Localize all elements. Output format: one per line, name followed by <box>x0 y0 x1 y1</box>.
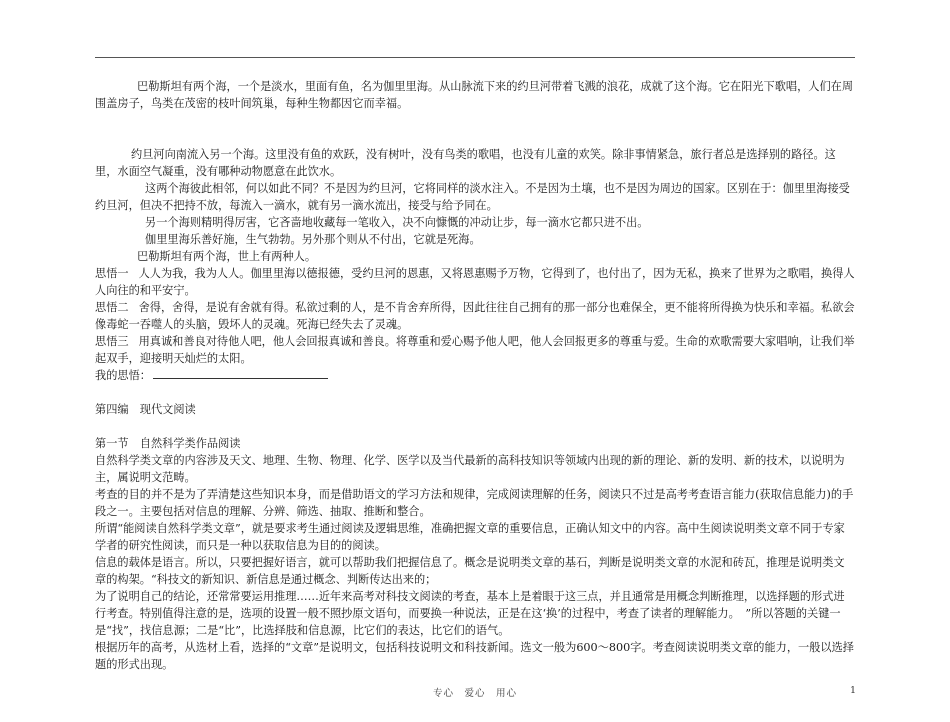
part-title: 第四编 现代文阅读 <box>95 403 196 416</box>
section-paragraph: 自然科学类文章的内容涉及天文、地理、生物、物理、化学、医学以及当代最新的高科技知识等领域内出现的新的理论、新的发明、新的技术，以说明为主，属说明文范畴。 <box>95 454 845 484</box>
paragraph-galilee: 巴勒斯坦有两个海，一个是淡水，里面有鱼，名为伽里里海。从山脉流下来的约旦河带着飞溅的浪花，成就了这个海。它在阳光下歌唱，人们在周围盖房子，鸟类在茂密的枝叶间筑巢，每种生物都因它而幸福。 <box>95 80 854 110</box>
paragraph-difference: 这两个海彼此相邻，何以如此不同？不是因为约旦河，它将同样的淡水注入。不是因为土壤，也不是因为周边的国家。区别在于：伽里里海接受约旦河，但决不把持不放，每流入一滴水，就有另一滴水流出，接受与给予同在。 <box>95 182 850 212</box>
spacer <box>95 418 855 435</box>
spacer <box>95 384 855 401</box>
reflection-label: 思悟一 <box>95 267 129 280</box>
section-paragraph: 信息的载体是语言。所以，只要把握好语言，就可以帮助我们把握信息了。概念是说明类文章的基石，判断是说明类文章的水泥和砖瓦，推理是说明类文章的构架。“科技文的新知识、新信息是通过概念、判断传达出来的； <box>95 556 845 586</box>
reflection-three <box>95 333 855 367</box>
section-paragraph: 所谓“能阅读自然科学类文章”，就是要求考生通过阅读及逻辑思维，准确把握文章的重要信息，正确认知文中的内容。高中生阅读说明类文章不同于专家学者的研究性阅读，而只是一种以获取信息为目的的阅读。 <box>95 522 845 552</box>
reflection-one <box>95 265 855 299</box>
reflection-text: 用真诚和善良对待他人吧，他人会回报真诚和善良。将尊重和爱心赐予他人吧，他人会回报更多的尊重与爱。生命的欢歌需要大家唱响，让我们举起双手，迎接明天灿烂的太阳。 <box>95 335 855 365</box>
my-thoughts-line <box>95 367 855 384</box>
header-rule <box>95 57 855 58</box>
reflection-text: 人人为我，我为人人。伽里里海以德报德，受约旦河的恩惠，又将恩惠赐予万物，它得到了，也付出了，因为无私，换来了世界为之歌唱，换得人人向往的和平安宁。 <box>95 267 855 297</box>
document-body <box>95 78 855 673</box>
paragraph-two-kinds: 巴勒斯坦有两个海，世上有两种人。 <box>137 250 317 263</box>
chapter-title: 第一节 自然科学类作品阅读 <box>95 437 241 450</box>
page-number: 1 <box>850 685 857 696</box>
section-paragraph: 为了说明自己的结论，还常常要运用推理……近年来高考对科技文阅读的考查，基本上是着眼于这三点，并且通常是用概念判断推理，以选择题的形式进行考查。特别值得注意的是，选项的设置一般不照抄原文语句，而要换一种说法，正是在这‘换’的过程中，考查了读者的理解能力。 ”所以答题的关键一是“找”，找信息源；二是“比”，比选择肢和信息源，比它们的表达，比它们的语气。 <box>95 590 845 637</box>
reflection-label: 思悟三 <box>95 335 129 348</box>
my-thoughts-label: 我的思悟： <box>95 369 151 382</box>
paragraph-generous: 伽里里海乐善好施，生气勃勃。另外那个则从不付出，它就是死海。 <box>145 233 481 246</box>
spacer <box>95 112 855 129</box>
section-paragraph: 考查的目的并不是为了弄清楚这些知识本身，而是借助语文的学习方法和规律，完成阅读理解的任务，阅读只不过是高考考查语言能力(获取信息能力)的手段之一。主要包括对信息的理解、分辨、筛选、抽取、推断和整合。 <box>95 488 854 518</box>
reflection-two <box>95 299 855 333</box>
answer-blank[interactable] <box>153 367 328 379</box>
footer-motto: 专心 爱心 用心 <box>432 688 517 699</box>
section-paragraph: 根据历年的高考，从选材上看，选择的“文章”是说明文，包括科技说明文和科技新闻。选文一般为600～800字。考查阅读说明类文章的能力，一般以选择题的形式出现。 <box>95 641 854 671</box>
paragraph-other-sea: 另一个海则精明得厉害，它吝啬地收藏每一笔收入，决不向慷慨的冲动让步，每一滴水它都只进不出。 <box>145 216 649 229</box>
reflection-label: 思悟二 <box>95 301 129 314</box>
spacer <box>95 129 855 146</box>
reflection-text: 舍得，舍得，是说有舍就有得。私欲过剩的人，是不肯舍弃所得，因此往往自己拥有的那一部分也难保全，更不能将所得换为快乐和幸福。私欲会像毒蛇一吞噬人的头脑，毁坏人的灵魂。死海已经失去了灵魂。 <box>95 301 855 331</box>
paragraph-dead-sea: 约旦河向南流入另一个海。这里没有鱼的欢跃，没有树叶，没有鸟类的歌唱，也没有儿童的欢笑。除非事情紧急，旅行者总是选择别的路径。这里，水面空气凝重，没有哪种动物愿意在此饮水。 <box>95 148 836 178</box>
